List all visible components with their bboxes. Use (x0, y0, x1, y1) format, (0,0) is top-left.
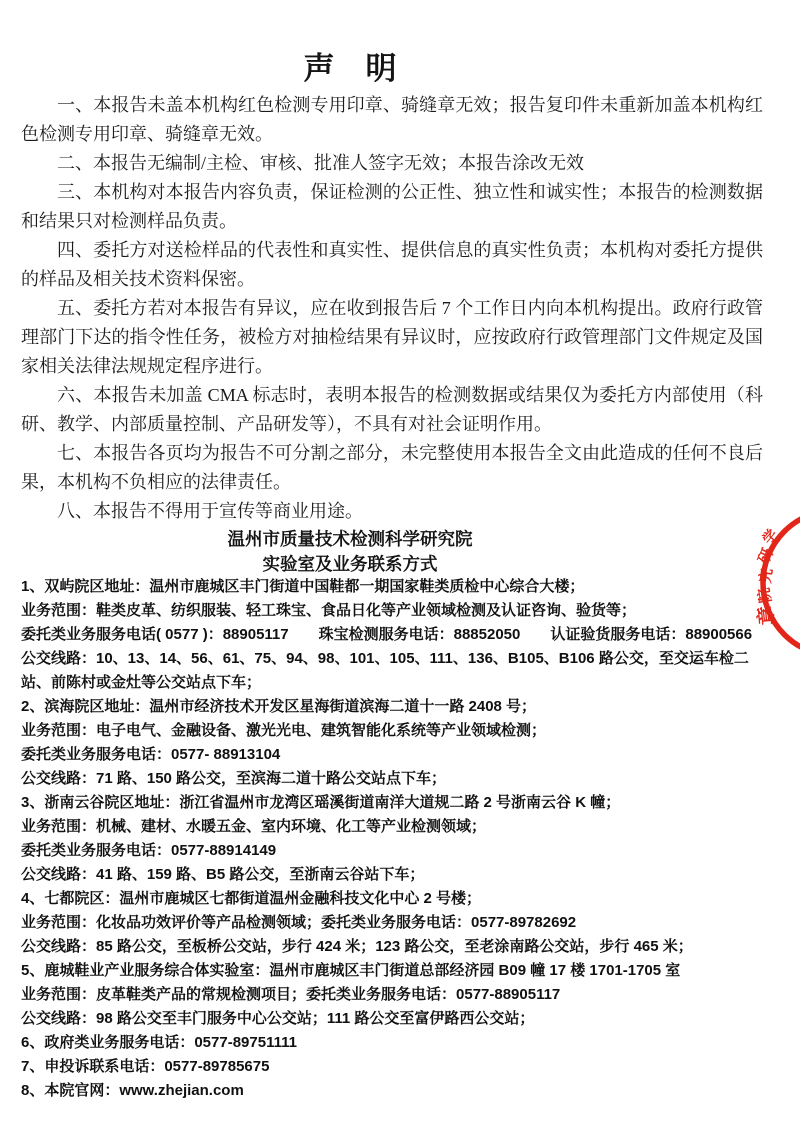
contact-line: 公交线路：98 路公交至丰门服务中心公交站；111 路公交至富伊路西公交站； (21, 1010, 535, 1027)
page-title: 声 明 (303, 51, 397, 86)
contact-line: 8、本院官网：www.zhejian.com (21, 1082, 244, 1099)
contact-section (21, 575, 769, 1103)
contact-line: 公交线路：85 路公交，至板桥公交站，步行 424 米；123 路公交，至老涂南路公交站，步行 465 米； (21, 938, 693, 955)
contact-line: 业务范围：鞋类皮革、纺织服装、轻工珠宝、食品日化等产业领域检测及认证咨询、验货等； (21, 602, 637, 619)
contact-line: 业务范围：电子电气、金融设备、激光光电、建筑智能化系统等产业领域检测； (21, 722, 547, 739)
contact-line: 7、申投诉联系电话：0577-89785675 (21, 1058, 270, 1075)
statement-item-5: 五、委托方若对本报告有异议，应在收到报告后 7 个工作日内向本机构提出。政府行政管理部门下达的指令性任务，被检方对抽检结果有异议时，应按政府行政管理部门文件规定及国家相关法律法规规定程序进行。 (21, 298, 763, 376)
contact-line: 6、政府类业务服务电话：0577-89751111 (21, 1034, 297, 1051)
contact-line: 业务范围：机械、建材、水暖五金、室内环境、化工等产业检测领域； (21, 818, 487, 835)
seal-arc-char: 学 (760, 527, 782, 548)
seal-arc-char: 研 (756, 546, 777, 567)
contact-line: 委托类业务服务电话：0577-88914149 (21, 842, 277, 859)
statement-item-1: 一、本报告未盖本机构红色检测专用印章、骑缝章无效；报告复印件未重新加盖本机构红色检测专用印章、骑缝章无效。 (21, 95, 763, 144)
statement-item-7: 七、本报告各页均为报告不可分割之部分，未完整使用本报告全文由此造成的任何不良后果，本机构不负相应的法律责任。 (21, 443, 763, 492)
statement-item-2: 二、本报告无编制/主检、审核、批准人签字无效；本报告涂改无效 (57, 153, 584, 173)
institute-subtitle: 实验室及业务联系方式 (262, 554, 438, 574)
contact-line: 委托类业务服务电话( 0577 )：88905117 珠宝检测服务电话：88852050 认证验货服务电话：88900566 (21, 626, 753, 643)
contact-line: 1、双屿院区地址：温州市鹿城区丰门街道中国鞋都一期国家鞋类质检中心综合大楼； (21, 578, 585, 595)
statement-item-8: 八、本报告不得用于宣传等商业用途。 (57, 501, 363, 521)
contact-line: 3、浙南云谷院区地址：浙江省温州市龙湾区瑶溪街道南洋大道规二路 2 号浙南云谷 K 幢； (21, 794, 621, 811)
seal-arc-char: 究 (758, 567, 777, 585)
institute-name: 温州市质量技术检测科学研究院 (227, 529, 473, 549)
seal-center-char: 章 (755, 604, 779, 626)
statement-item-4: 四、委托方对送检样品的代表性和真实性、提供信息的真实性负责；本机构对委托方提供的样品及相关技术资料保密。 (21, 240, 763, 289)
contact-line: 业务范围：皮革鞋类产品的常规检测项目；委托类业务服务电话：0577-88905117 (21, 986, 561, 1003)
contact-line: 2、滨海院区地址：温州市经济技术开发区星海街道滨海二道十一路 2408 号； (21, 698, 537, 715)
contact-line: 4、七都院区：温州市鹿城区七都街道温州金融科技文化中心 2 号楼； (21, 890, 482, 907)
seal-arc-char: 院 (756, 586, 775, 605)
contact-line: 公交线路：71 路、150 路公交，至滨海二道十路公交站点下车； (21, 770, 447, 787)
statement-item-3: 三、本机构对本报告内容负责，保证检测的公正性、独立性和诚实性；本报告的检测数据和结果只对检测样品负责。 (21, 182, 763, 231)
contact-line: 委托类业务服务电话：0577- 88913104 (21, 746, 281, 763)
statements-section (21, 91, 763, 526)
contact-line: 公交线路：41 路、159 路、B5 路公交，至浙南云谷站下车； (21, 866, 425, 883)
institute-heading (0, 527, 700, 577)
statement-item-6: 六、本报告未加盖 CMA 标志时，表明本报告的检测数据或结果仅为委托方内部使用（科研、教学、内部质量控制、产品研发等），不具有对社会证明作用。 (21, 385, 763, 434)
contact-line: 5、鹿城鞋业产业服务综合体实验室：温州市鹿城区丰门街道总部经济园 B09 幢 17 楼 1701-1705 室 (21, 962, 681, 979)
contact-line: 公交线路：10、13、14、56、61、75、94、98、101、105、111、136、B105、B106 路公交，至交运车检二站、前陈村或金灶等公交站点下车； (21, 650, 749, 691)
contact-line: 业务范围：化妆品功效评价等产品检测领域；委托类业务服务电话：0577-89782692 (21, 914, 577, 931)
